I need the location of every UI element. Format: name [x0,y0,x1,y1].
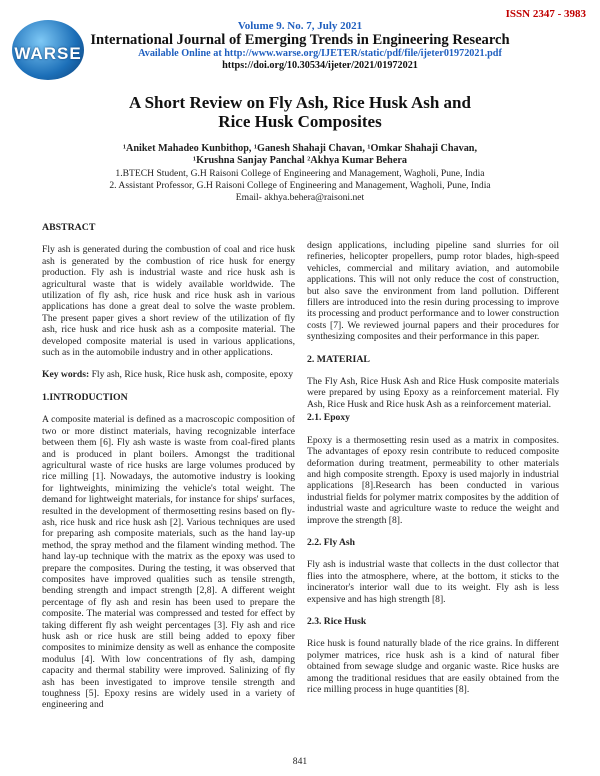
contact-email[interactable]: Email- akhya.behera@raisoni.net [235,192,365,203]
keywords [42,369,295,380]
material-text: The Fly Ash, Rice Husk Ash and Rice Husk composite materials were prepared by using Epoxy as a reinforcement material. Fly Ash, Rice Husk and Rice husk Ash as a reinforcement material. [307,376,559,410]
keywords-label: Key words: [42,369,90,381]
abstract-heading: ABSTRACT [42,222,96,233]
right-column [307,240,559,706]
issn-label: ISSN 2347 - 3983 [505,8,586,20]
doi-link[interactable]: https://doi.org/10.30534/ijeter/2021/01972021 [222,60,418,71]
abstract-text: Fly ash is generated during the combustion of coal and rice husk ash is generated by the combustion of rice husk for energy production. Fly ash is industrial waste and rice husk ash is agricultural waste that is widely available worldwide. The utilization of fly ash, rice husk and rice husk ash in various applications has done a great deal to solve the waste problem. The present paper gives a short review of the utilization of fly ash, rice husk and rice husk ash as a composite material. The developed composite material is used in various applications, such as in the automobile industry and in other applications. [42,244,295,359]
author-list [0,143,600,167]
ricehusk-heading: 2.3. Rice Husk [307,615,367,627]
paper-title-line1: A Short Review on Fly Ash, Rice Husk Ash and [129,93,471,112]
intro-heading: 1.INTRODUCTION [42,391,128,403]
available-link[interactable]: Available Online at http://www.warse.org/IJETER/static/pdf/file/ijeter01972021.pdf [138,48,502,59]
epoxy-text: Epoxy is a thermosetting resin used as a matrix in composites. The advantages of epoxy resin contribute to reduced composite deformation during treatment, permeability to other materials and high composite strength. Epoxy is used majorly in industrial applications [8].Research has been conducted in various industrial fields for polymer matrix composites by the addition of industrial waste and agriculture waste to reduce the weight and improve the strength [8]. [307,434,559,526]
journal-header [0,20,600,72]
authors-line2: ¹Krushna Sanjay Panchal ²Akhya Kumar Behera [193,155,407,166]
keywords-text: Fly ash, Rice husk, Rice husk ash, composite, epoxy [89,369,294,381]
intro-text-continued: design applications, including pipeline sand slurries for oil refineries, helicopter propellers, pump rotor blades, high-speed vehicles, commercial and military aviation, and automobile applications. This will not only reduce the cost of construction, but also save the environment from land pollution. Different fillers are introduced into the resin during processing to improve its processing and product performance and to lower construction costs [7]. We reviewed journal papers and their procedures for synthesizing composites and their performance in this paper. [307,240,559,343]
material-heading: 2. MATERIAL [307,353,370,365]
affiliation-2: 2. Assistant Professor, G.H Raisoni College of Engineering and Management, Wagholi, Pune, India [109,180,491,191]
volume-line: Volume 9. No. 7, July 2021 [237,20,363,32]
affiliation-1: 1.BTECH Student, G.H Raisoni College of Engineering and Management, Wagholi, Pune, India [115,168,485,179]
affiliations [0,168,600,204]
epoxy-heading: 2.1. Epoxy [307,412,350,424]
journal-title: International Journal of Emerging Trends in Engineering Research [90,32,510,48]
flyash-text: Fly ash is industrial waste that collects in the dust collector that flies into the atmosphere, where, at the bottom, it sticks to the incinerator's interior wall due to its weight. Fly ash is less expensive and has high strength [8]. [307,559,559,605]
ricehusk-text: Rice husk is found naturally blade of the rice grains. In different polymer matrices, rice husk ash is a kind of natural fiber obtained from sewage sludge and organic waste. Rice husks are among the traditional residues that are easily obtained from the rice milling process in huge quantities [8]. [307,638,559,695]
authors-line1: ¹Aniket Mahadeo Kunbithop, ¹Ganesh Shahaji Chavan, ¹Omkar Shahaji Chavan, [122,143,478,154]
logo-text: WARSE [14,44,82,63]
paper-title [80,93,520,131]
flyash-heading: 2.2. Fly Ash [307,536,355,548]
paper-title-line2: Rice Husk Composites [218,112,382,131]
page-number: 841 [292,756,308,767]
intro-text: A composite material is defined as a macroscopic composition of two or more distinct materials, having recognizable interface between them [6]. Fly ash waste is waste from coal-fired plants and is produced in plant boilers. Amongst the traditional agricultural waste of rice husks are large volumes produced by rice milling [1]. Nowadays, the automotive industry is looking for lightweights, minimizing the vehicle's total weight. The demand for lightweight materials, for instance for ships' surfaces, resulted in the development of thermosetting resins based on fly-ash, rice husk and rice husk ash [2]. Various techniques are used for preparing ash composite materials, such as the hand lay-up method, the spray method and the filament winding method. The hand lay-up technique with the matrix as the epoxy was used to prepare the composites. During the testing, it was observed that composites have improved qualities such as tensile strength, bending strength and impact strength [2,8]. A different weight percentage of fly ash and resin has been used to prepare the composite. The material was compressed and tested for effect by taking different fly ash weight percentages [3]. Fly ash and rice husk ash or rice husk are still being added to epoxy fiber composites to minimize density as well as enhance the composite modulus [4]. With low concentrations of fly ash, damping capacity and thermal stability were improved. Salinizing of fly ash has been investigated to improve tensile strength and toughness [5]. Epoxy resins are widely used in a variety of engineering and [42,414,295,711]
left-column [42,222,295,722]
